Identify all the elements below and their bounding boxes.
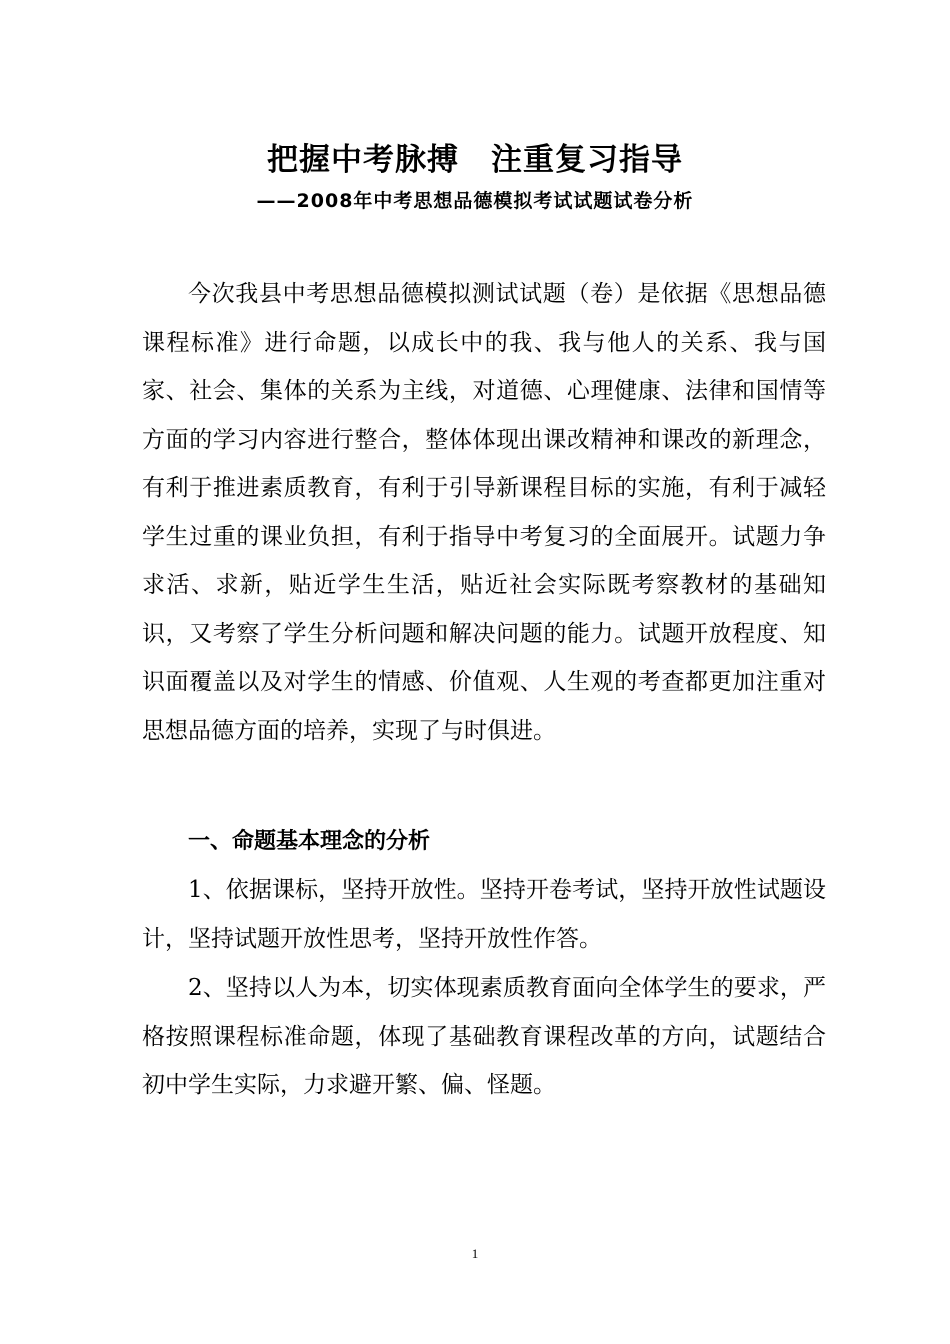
intro-paragraph: 今次我县中考思想品德模拟测试试题（卷）是依据《思想品德课程标准》进行命题，以成长中的我、我与他人的关系、我与国家、社会、集体的关系为主线，对道德、心理健康、法律和国情等方面的学习内容进行整合，整体体现出课改精神和课改的新理念，有利于推进素质教育，有利于引导新课程目标的实施，有利于减轻学生过重的课业负担，有利于指导中考复习的全面展开。试题力争求活、求新，贴近学生生活，贴近社会实际既考察教材的基础知识，又考察了学生分析问题和解决问题的能力。试题开放程度、知识面覆盖以及对学生的情感、价值观、人生观的考查都更加注重对思想品德方面的培养，实现了与时俱进。 bbox=[142, 281, 826, 744]
point-two-paragraph: 2、坚持以人为本，切实体现素质教育面向全体学生的要求，严格按照课程标准命题，体现了基础教育课程改革的方向，试题结合初中学生实际，力求避开繁、偏、怪题。 bbox=[142, 975, 826, 1098]
section-heading: 一、命题基本理念的分析 bbox=[188, 829, 431, 854]
page-number: 1 bbox=[471, 1246, 479, 1261]
document-title: 把握中考脉搏 注重复习指导 bbox=[267, 142, 683, 178]
point-one-paragraph: 1、依据课标，坚持开放性。坚持开卷考试，坚持开放性试题设计，坚持试题开放性思考，坚持开放性作答。 bbox=[142, 877, 826, 952]
document-subtitle: ——2008年中考思想品德模拟考试试题试卷分析 bbox=[256, 190, 694, 212]
